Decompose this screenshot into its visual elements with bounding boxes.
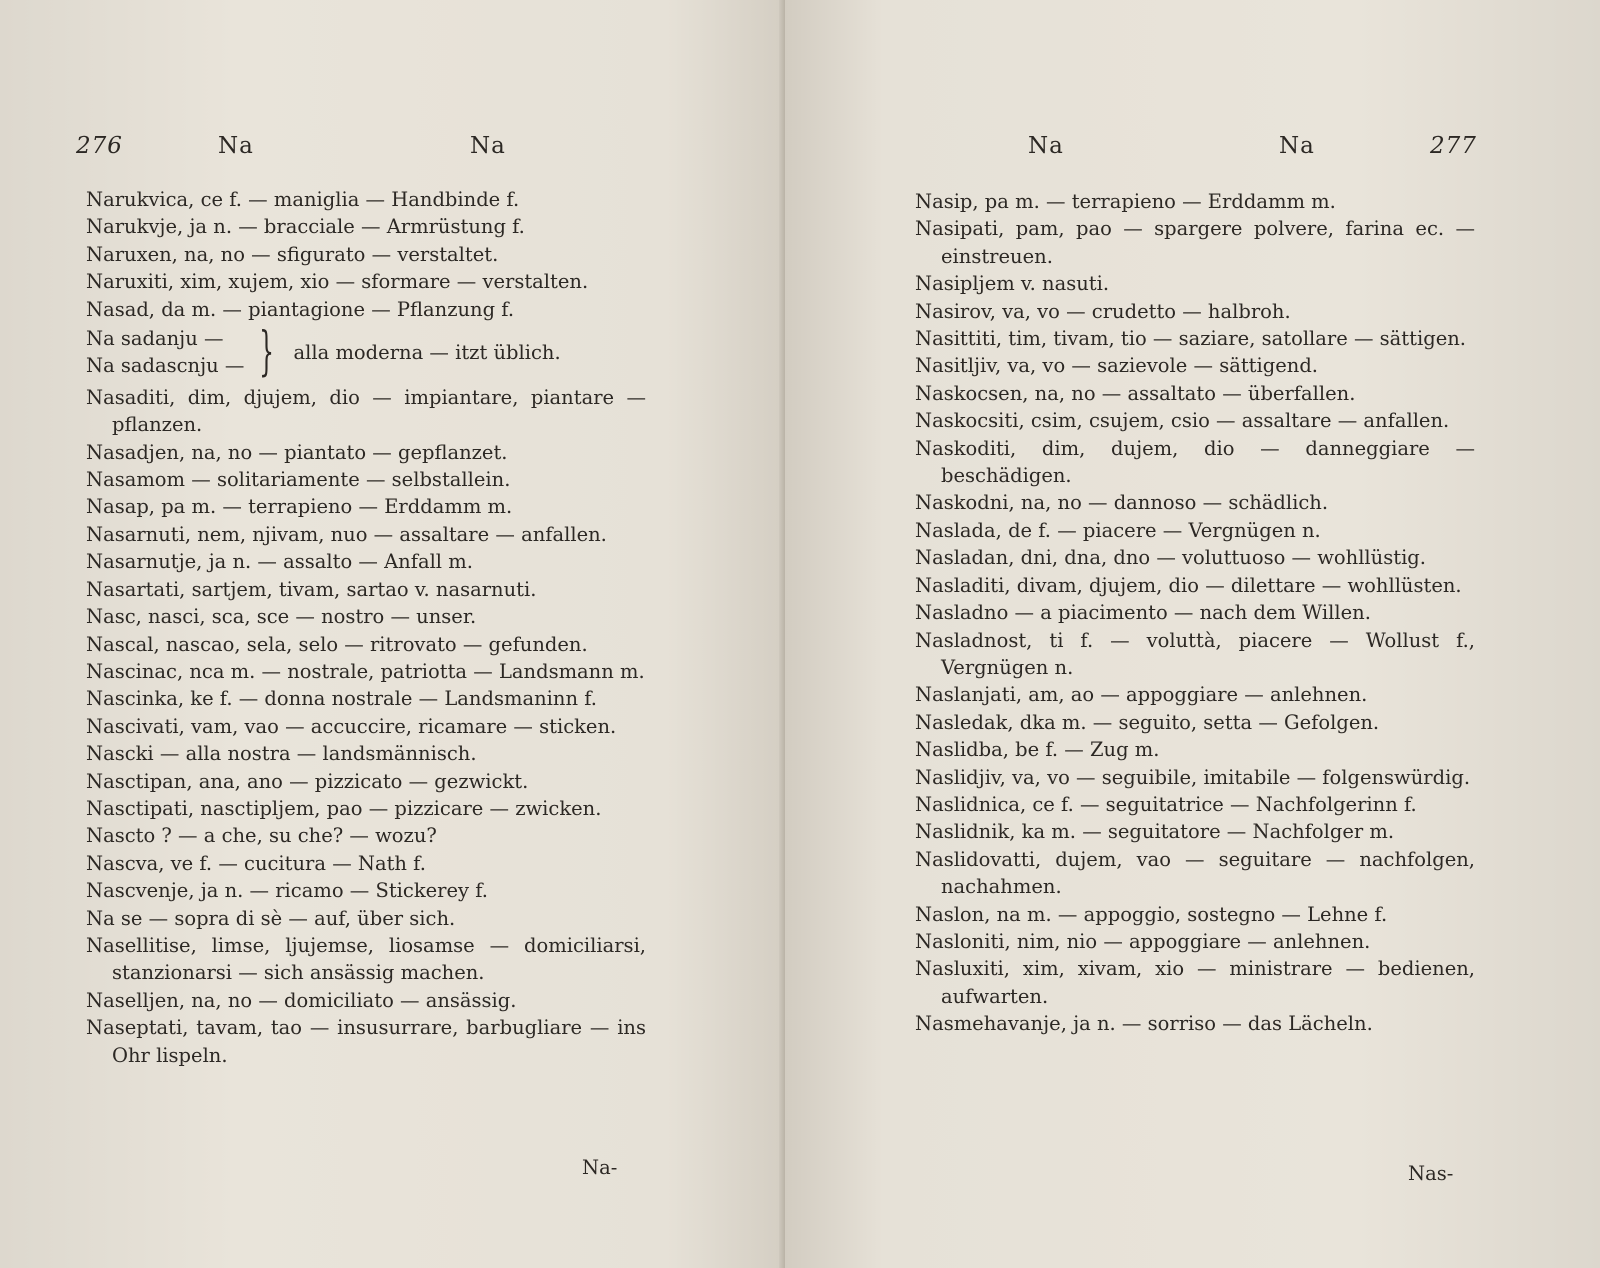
- bracket-head: Na sadanju —: [86, 327, 224, 351]
- running-head: Na: [218, 133, 254, 159]
- dictionary-entry: Nasad, da m. — piantagione — Pflanzung f.: [86, 297, 515, 321]
- dictionary-entry: Nasirov, va, vo — crudetto — halbroh.: [915, 299, 1291, 323]
- running-head: Na: [1028, 133, 1064, 159]
- dictionary-entry: Naslon, na m. — appoggio, sostegno — Lehne f.: [915, 902, 1388, 926]
- right-page: [785, 0, 1600, 1268]
- dictionary-entry: Naslidovatti, dujem, vao — seguitare — nachfolgen, nachahmen.: [915, 847, 1475, 899]
- dictionary-column: [915, 188, 1475, 1038]
- dictionary-entry: Nasarnutje, ja n. — assalto — Anfall m.: [86, 550, 473, 574]
- dictionary-entry: Nasladiti, divam, djujem, dio — dilettare — wohllüsten.: [915, 573, 1462, 597]
- dictionary-entry: Nascinka, ke f. — donna nostrale — Landsmaninn f.: [86, 687, 597, 711]
- dictionary-entry: Naskocsen, na, no — assaltato — überfallen.: [915, 381, 1356, 405]
- dictionary-entry: Nasladnost, ti f. — voluttà, piacere — Wollust f., Vergnügen n.: [915, 628, 1475, 679]
- dictionary-entry: Nascki — alla nostra — landsmännisch.: [86, 742, 477, 766]
- dictionary-entry: Nasctipati, nasctipljem, pao — pizzicare — zwicken.: [86, 796, 602, 820]
- dictionary-entry: Nascvenje, ja n. — ricamo — Stickerey f.: [86, 879, 488, 903]
- dictionary-entry: Naselljen, na, no — domiciliato — ansässig.: [86, 988, 517, 1012]
- dictionary-entry: Nasap, pa m. — terrapieno — Erddamm m.: [86, 495, 513, 519]
- dictionary-entry: Na se — sopra di sè — auf, über sich.: [86, 906, 456, 930]
- dictionary-entry: Nascto ? — a che, su che? — wozu?: [86, 824, 437, 848]
- dictionary-entry: Naslidjiv, va, vo — seguibile, imitabile — folgenswürdig.: [915, 765, 1471, 789]
- dictionary-entry: Nasellitise, limse, ljujemse, liosamse — domiciliarsi, stanzionarsi — sich ansässig machen.: [86, 933, 646, 985]
- dictionary-entry: Nasladno — a piacimento — nach dem Willen.: [915, 601, 1371, 625]
- bracket-heads: [86, 325, 244, 380]
- running-head-center: Na: [1279, 133, 1315, 159]
- page-number: 276: [76, 133, 123, 159]
- bracket-group: [86, 322, 646, 383]
- entry-list-top: [86, 186, 646, 323]
- dictionary-entry: Naruxiti, xim, xujem, xio — sformare — verstalten.: [86, 270, 589, 294]
- dictionary-entry: Nasipljem v. nasuti.: [915, 272, 1110, 296]
- dictionary-entry: Nasloniti, nim, nio — appoggiare — anlehnen.: [915, 929, 1371, 953]
- dictionary-entry: Naslanjati, am, ao — appoggiare — anlehnen.: [915, 683, 1368, 707]
- dictionary-entry: Naskocsiti, csim, csujem, csio — assaltare — anfallen.: [915, 409, 1450, 433]
- dictionary-entry: Nasctipan, ana, ano — pizzicato — gezwickt.: [86, 769, 529, 793]
- dictionary-entry: Narukvje, ja n. — bracciale — Armrüstung f.: [86, 215, 525, 239]
- dictionary-entry: Nasmehavanje, ja n. — sorriso — das Lächeln.: [915, 1012, 1373, 1036]
- dictionary-entry: Naskoditi, dim, dujem, dio — danneggiare — beschädigen.: [915, 436, 1475, 488]
- page-number: 277: [1430, 133, 1477, 159]
- dictionary-entry: Nasip, pa m. — terrapieno — Erddamm m.: [915, 190, 1336, 213]
- bracket-meaning: alla moderna — itzt üblich.: [293, 340, 561, 364]
- running-head-center: Na: [470, 133, 506, 159]
- dictionary-entry: Naslidnik, ka m. — seguitatore — Nachfolger m.: [915, 820, 1395, 844]
- left-page: [0, 0, 785, 1268]
- entry-list-bottom: [86, 384, 646, 1069]
- catchword: Na-: [582, 1156, 618, 1179]
- dictionary-entry: Nasadjen, na, no — piantato — gepflanzet.: [86, 440, 508, 464]
- dictionary-entry: Naruxen, na, no — sfigurato — verstaltet.: [86, 242, 499, 266]
- dictionary-entry: Naslidnica, ce f. — seguitatrice — Nachfolgerinn f.: [915, 792, 1417, 816]
- dictionary-entry: Naslada, de f. — piacere — Vergnügen n.: [915, 518, 1321, 542]
- dictionary-entry: Nascva, ve f. — cucitura — Nath f.: [86, 851, 426, 875]
- dictionary-entry: Narukvica, ce f. — maniglia — Handbinde f.: [86, 188, 520, 211]
- dictionary-entry: Nascal, nascao, sela, selo — ritrovato — gefunden.: [86, 632, 588, 656]
- dictionary-entry: Nasittiti, tim, tivam, tio — saziare, satollare — sättigen.: [915, 327, 1466, 351]
- dictionary-entry: Naseptati, tavam, tao — insusurrare, barbugliare — ins Ohr lispeln.: [86, 1016, 646, 1067]
- dictionary-entry: Nasledak, dka m. — seguito, setta — Gefolgen.: [915, 710, 1380, 734]
- bracket-head: Na sadascnju —: [86, 354, 245, 378]
- dictionary-entry: Nasc, nasci, sca, sce — nostro — unser.: [86, 605, 477, 629]
- dictionary-entry: Nasartati, sartjem, tivam, sartao v. nasarnuti.: [86, 577, 537, 601]
- dictionary-entry: Nasluxiti, xim, xivam, xio — ministrare — bedienen, aufwarten.: [915, 957, 1475, 1008]
- dictionary-column: [86, 186, 646, 1069]
- dictionary-entry: Naskodni, na, no — dannoso — schädlich.: [915, 491, 1329, 515]
- dictionary-entry: Nasaditi, dim, djujem, dio — impiantare, piantare — pflanzen.: [86, 385, 646, 437]
- dictionary-entry: Nascivati, vam, vao — accuccire, ricamare — sticken.: [86, 714, 617, 738]
- dictionary-entry: Nasladan, dni, dna, dno — voluttuoso — wohllüstig.: [915, 546, 1426, 570]
- catchword: Nas-: [1408, 1162, 1454, 1185]
- brace-symbol: }: [259, 322, 275, 383]
- dictionary-entry: Nasipati, pam, pao — spargere polvere, farina ec. — einstreuen.: [915, 217, 1475, 268]
- dictionary-entry: Nasamom — solitariamente — selbstallein.: [86, 468, 511, 492]
- dictionary-entry: Nasitljiv, va, vo — sazievole — sättigend.: [915, 354, 1318, 378]
- entry-list: [915, 188, 1475, 1038]
- dictionary-entry: Naslidba, be f. — Zug m.: [915, 738, 1160, 762]
- dictionary-entry: Nasarnuti, nem, njivam, nuo — assaltare — anfallen.: [86, 522, 607, 546]
- dictionary-entry: Nascinac, nca m. — nostrale, patriotta — Landsmann m.: [86, 659, 645, 683]
